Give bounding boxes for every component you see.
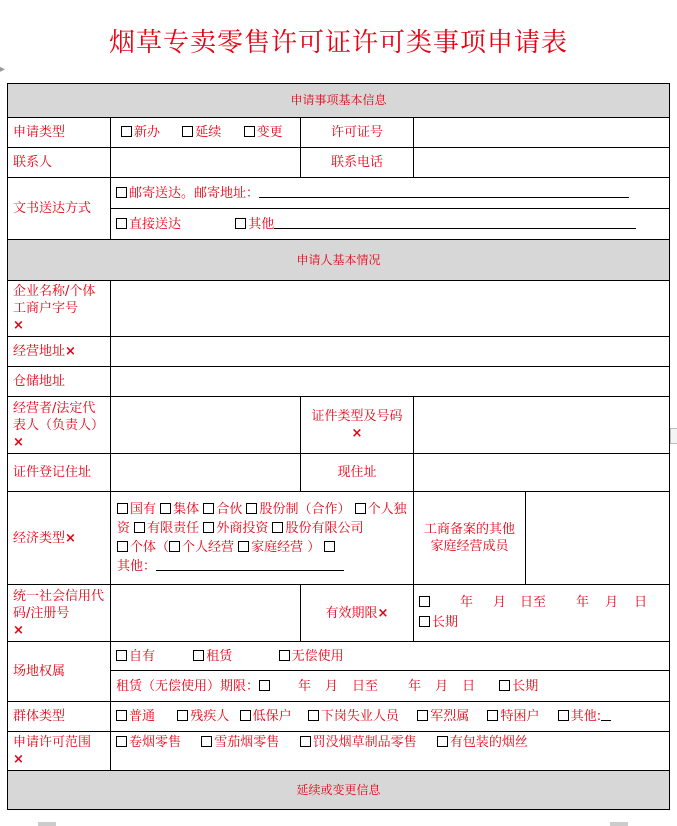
option-state-owned[interactable]: 国有 [117, 502, 156, 517]
operator-field[interactable] [111, 397, 301, 454]
checkbox-icon[interactable] [134, 522, 145, 533]
option-foreign-investment[interactable]: 外商投资 [203, 521, 268, 536]
enterprise-name-field[interactable] [111, 281, 670, 337]
license-scope-options [111, 732, 670, 771]
section-header-application-info: 申请事项基本信息 [8, 84, 670, 118]
option-confiscated-retail[interactable]: 罚没烟草制品零售 [300, 735, 417, 750]
label-credit-code: 统一社会信用代码/注册号 × [8, 585, 111, 642]
option-joint-stock-limited[interactable]: 股份有限公司 [272, 521, 363, 536]
mail-address-underline[interactable] [259, 185, 629, 198]
id-address-field[interactable] [111, 454, 301, 492]
option-free-use[interactable]: 无偿使用 [279, 649, 344, 664]
checkbox-icon[interactable] [201, 736, 212, 747]
option-renew[interactable]: 延续 [182, 125, 221, 140]
option-joint-stock[interactable]: 股份制（合作） [246, 502, 350, 517]
delivery-mail-row [111, 178, 670, 209]
label-current-address: 现住址 [301, 454, 414, 492]
phone-field[interactable] [414, 148, 670, 178]
option-limited-liability[interactable]: 有限责任 [134, 521, 199, 536]
label-group-type: 群体类型 [8, 702, 111, 732]
label-operator: 经营者/法定代表人（负责人）× [8, 397, 111, 454]
option-disabled[interactable]: 残疾人 [177, 709, 229, 724]
economic-type-options [111, 492, 414, 585]
storage-address-field[interactable] [111, 367, 670, 397]
option-long-term[interactable]: 长期 [419, 615, 458, 630]
checkbox-icon[interactable] [169, 541, 180, 552]
label-business-address: 经营地址× [8, 337, 111, 367]
checkbox-icon[interactable] [117, 503, 128, 514]
checkbox-icon[interactable] [246, 503, 257, 514]
bottom-handle-icon [610, 822, 628, 826]
option-unemployed[interactable]: 下岗失业人员 [308, 709, 399, 724]
checkbox-icon[interactable] [116, 736, 127, 747]
option-packaged-shredded[interactable]: 有包装的烟丝 [437, 735, 528, 750]
checkbox-icon[interactable] [240, 710, 251, 721]
checkbox-icon[interactable] [499, 680, 510, 691]
option-individual[interactable]: 个体（ [117, 540, 169, 555]
option-leased[interactable]: 租赁 [193, 649, 232, 664]
label-application-type: 申请类型 [8, 118, 111, 148]
section-header-applicant-info: 申请人基本情况 [8, 240, 670, 281]
checkbox-icon[interactable] [487, 710, 498, 721]
checkbox-icon[interactable] [419, 616, 430, 627]
option-ordinary[interactable]: 普通 [116, 709, 155, 724]
valid-period-field: 年 月 日至 年 月 日 长期 [414, 585, 670, 642]
option-direct-delivery[interactable]: 直接送达 [116, 217, 181, 232]
checkbox-icon[interactable] [116, 218, 127, 229]
option-other-group[interactable]: 其他: [558, 709, 611, 724]
label-contact: 联系人 [8, 148, 111, 178]
credit-code-field[interactable] [111, 585, 301, 642]
checkbox-icon[interactable] [259, 680, 270, 691]
option-cigar-retail[interactable]: 雪茄烟零售 [201, 735, 279, 750]
checkbox-icon[interactable] [244, 126, 255, 137]
checkbox-icon[interactable] [203, 503, 214, 514]
option-individual-operation[interactable]: 个人经营 [169, 540, 234, 555]
option-other-economic: 其他： [117, 559, 157, 574]
id-type-field[interactable] [414, 397, 670, 454]
checkbox-icon[interactable] [235, 218, 246, 229]
lease-period-row: 租赁（无偿使用）期限： 年 月 日至 年 月 日 长期 [111, 671, 670, 702]
required-mark: × [377, 605, 389, 621]
required-mark: × [13, 434, 24, 450]
checkbox-icon[interactable] [558, 710, 569, 721]
label-license-scope: 申请许可范围 × [8, 732, 111, 771]
family-members-field[interactable] [526, 492, 670, 585]
checkbox-icon[interactable] [182, 126, 193, 137]
label-storage-address: 仓储地址 [8, 367, 111, 397]
group-type-options [111, 702, 670, 732]
application-type-options [111, 118, 301, 148]
label-phone: 联系电话 [301, 148, 414, 178]
checkbox-icon[interactable] [160, 503, 171, 514]
option-military-family[interactable]: 军烈属 [417, 709, 469, 724]
option-extreme-poverty[interactable]: 特困户 [487, 709, 539, 724]
section-header-renew-change: 延续或变更信息 [8, 771, 670, 810]
checkbox-icon[interactable] [437, 736, 448, 747]
label-license-no: 许可证号 [301, 118, 414, 148]
checkbox-icon[interactable] [116, 187, 127, 198]
option-lease-long-term[interactable]: 长期 [499, 679, 538, 694]
option-new[interactable]: 新办 [121, 125, 160, 140]
business-address-field[interactable] [111, 337, 670, 367]
option-low-income[interactable]: 低保户 [240, 709, 292, 724]
checkbox-icon[interactable] [116, 650, 127, 661]
option-cigarette-retail[interactable]: 卷烟零售 [116, 735, 181, 750]
page-title: 烟草专卖零售许可证许可类事项申请表 [108, 28, 568, 58]
checkbox-icon[interactable] [117, 541, 128, 552]
contact-field[interactable] [111, 148, 301, 178]
option-collective[interactable]: 集体 [160, 502, 199, 517]
checkbox-icon[interactable] [355, 503, 366, 514]
required-mark: × [351, 426, 363, 441]
checkbox-icon[interactable] [417, 710, 428, 721]
application-form-table [7, 83, 670, 810]
option-family-operation[interactable]: 家庭经营 ） [238, 540, 320, 555]
label-family-members: 工商备案的其他家庭经营成员 [414, 492, 526, 585]
option-mail-delivery[interactable]: 邮寄送达。邮寄地址： [116, 186, 259, 201]
checkbox-icon[interactable] [324, 541, 335, 552]
label-delivery: 文书送达方式 [8, 178, 111, 240]
checkbox-icon[interactable] [121, 126, 132, 137]
other-delivery-underline[interactable] [274, 216, 636, 229]
checkbox-icon[interactable] [238, 541, 249, 552]
site-rights-options [111, 642, 670, 671]
license-no-field[interactable] [414, 118, 670, 148]
required-mark: × [13, 622, 24, 638]
side-handle-icon[interactable] [670, 428, 677, 444]
checkbox-icon[interactable] [272, 522, 283, 533]
current-address-field[interactable] [414, 454, 670, 492]
option-partnership[interactable]: 合伙 [203, 502, 242, 517]
checkbox-icon[interactable] [419, 596, 430, 607]
required-mark: × [13, 318, 24, 333]
bottom-handle-icon [38, 822, 56, 826]
checkbox-icon[interactable] [300, 736, 311, 747]
other-economic-underline[interactable] [156, 558, 344, 571]
checkbox-icon[interactable] [116, 710, 127, 721]
label-economic-type: 经济类型× [8, 492, 111, 585]
required-mark: × [13, 752, 24, 767]
label-enterprise-name: 企业名称/个体工商户字号 × [8, 281, 111, 337]
label-id-type: 证件类型及号码 × [301, 397, 414, 454]
label-site-rights: 场地权属 [8, 642, 111, 702]
option-other-delivery[interactable]: 其他 [235, 217, 274, 232]
option-sole-proprietor[interactable]: 个人独资 [117, 502, 407, 536]
checkbox-icon[interactable] [203, 522, 214, 533]
label-valid-period: 有效期限× [301, 585, 414, 642]
option-owned[interactable]: 自有 [116, 649, 155, 664]
delivery-direct-row [111, 209, 670, 240]
required-mark: × [65, 530, 76, 546]
row-marker-icon: ▸ [0, 64, 6, 75]
required-mark: × [65, 344, 76, 359]
checkbox-icon[interactable] [279, 650, 290, 661]
checkbox-icon[interactable] [193, 650, 204, 661]
label-id-address: 证件登记住址 [8, 454, 111, 492]
option-change[interactable]: 变更 [244, 125, 283, 140]
checkbox-icon[interactable] [308, 710, 319, 721]
checkbox-icon[interactable] [177, 710, 188, 721]
